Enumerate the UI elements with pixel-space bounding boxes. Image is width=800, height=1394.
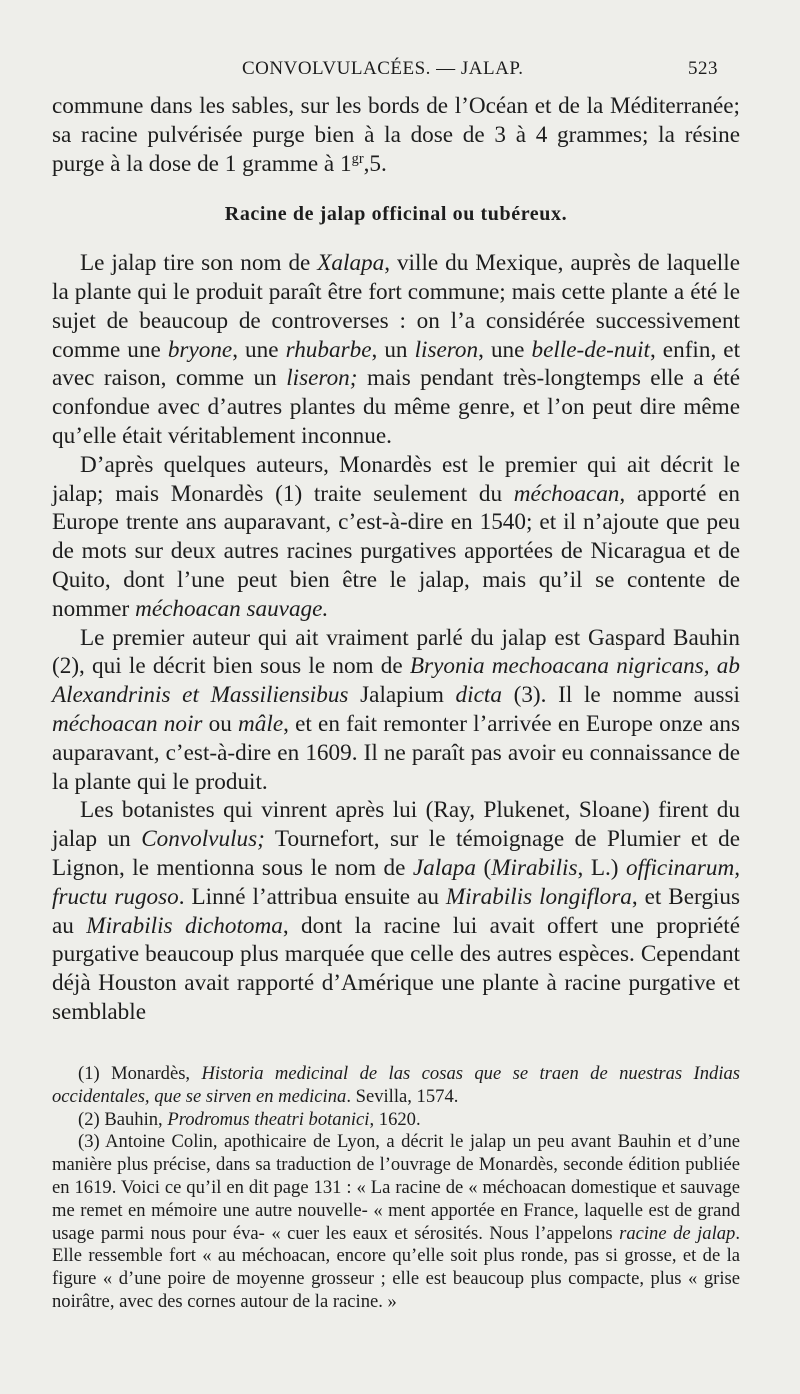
italic-run: Jalapa [412,854,476,881]
italic-run: méchoacan, [513,480,626,507]
text-run: D’après quelques auteurs, Monardès est le premier qui ait décrit le jalap; mais Monardès (1) traite seulement du [52,451,740,507]
italic-run: Mirabilis [491,854,578,881]
italic-run: méchoacan sauvage. [135,595,329,622]
text-run: apporté en Europe trente ans auparavant, c’est-à-dire en 1540; et il n’ajoute que peu de mots sur deux autres racines purgatives apportées de Nicaragua et de Quito, dont l’une peut bien être le jalap, mais qu’il se contente de nommer [52,480,741,622]
text-run: , et en fait remonter l’arrivée en Europe onze ans auparavant, c’est-à-dire en 1609. Il ne paraît pas avoir eu connaissance de la plante qui le produit. [52,710,740,795]
italic-run: racine de jalap [619,1222,736,1244]
text-run: , L.) [577,854,626,881]
footnotes [52,1063,740,1314]
italic-run: rhubarbe [285,336,372,363]
text-run: , une [232,336,286,363]
body-paragraph [52,249,740,451]
footnote [52,1131,740,1313]
footnote [52,1063,740,1109]
italic-run: Historia medicinal de las cosas que se traen de nuestras Indias occidentales, que se sirven en medicina [52,1063,741,1107]
italic-run: mâle [238,710,284,737]
text-run: Jalapium [348,682,456,709]
text-run: (2) Bauhin, [78,1108,168,1130]
italic-run: Prodromus theatri botanici [167,1108,370,1130]
italic-run: Mirabilis dichotoma [86,912,283,939]
italic-run: belle-de-nuit [531,336,650,363]
body-paragraph [52,796,740,1026]
text-run: , et Bergius au [52,883,740,939]
text-run: (3). Il le nomme aussi [501,682,740,709]
text-run: , ville du Mexique, auprès de laquelle la plante qui le produit paraît être fort commune; mais cette plante a été le sujet de beaucoup de controverses : on l’a considérée successivement comme une [52,250,740,363]
italic-run: liseron [414,336,479,363]
page-number: 523 [688,58,718,79]
text-run: . Elle ressemble fort « au méchoacan, encore qu’elle soit plus ronde, pas si grosse, et de la figure « d’une poire de moyenne grosseur ; elle est beaucoup plus compacte, plus « grise noirâtre, avec des cornes autour de la racine. » [52,1222,740,1312]
section-heading: Racine de jalap officinal ou tubéreux. [224,203,568,226]
italic-run: dicta [455,682,502,709]
text-run: Le jalap tire son nom de [80,250,318,277]
body-paragraph [52,624,740,797]
intro-paragraph: commune dans les sables, sur les bords de l’Océan et de la Méditerranée; sa racine pulvérisée purge bien à la dose de 3 à 4 grammes; la résine purge à la dose de 1 gramme à $1^{gr},5$. [52,93,740,177]
text-run: mais pendant très-longtemps elle a été confondue avec d’autres plantes du même genre, et l’on peut dire même qu’elle était véritablement inconnue. [52,365,741,449]
text-run: , une [478,336,532,363]
running-header [0,56,800,86]
text-run: , un [371,336,415,363]
italic-run: bryone [167,336,233,363]
text-run: Tournefort, sur le témoignage de Plumier et de Lignon, le mentionna sous le nom de [52,826,741,881]
italic-run: Convolvulus; [141,826,265,853]
text-run: ( [475,854,492,881]
italic-run: méchoacan noir [52,710,203,737]
paragraphs [52,249,740,1027]
footnote [52,1109,740,1132]
running-title: CONVOLVULACÉES. — JALAP. [242,58,524,79]
italic-run: liseron; [286,365,358,392]
text-run: Le premier auteur qui ait vraiment parlé du jalap est Gaspard Bauhin (2), qui le décrit bien sous le nom de [52,624,740,680]
italic-run: Bryonia mechoacana nigricans, ab Alexandrinis et Massiliensibus [52,653,740,709]
main-text [52,92,740,1027]
text-run: (1) Monardès, [78,1063,202,1084]
italic-run: Xalapa [317,250,385,277]
italic-run: Mirabilis longiflora [445,883,632,910]
text-run: ou [202,710,239,737]
italic-run: officinarum, fructu rugoso [52,854,740,910]
text-run: (3) Antoine Colin, apothicaire de Lyon, a décrit le jalap un peu avant Bauhin et d’une manière plus précise, dans sa traduction de l’ouvrage de Monardès, seconde édition publiée en 1619. Voici ce qu’il en dit page 131 : « La racine de « méchoacan domestique et sauvage me remet en mémoire une autre nouvelle- « ment apportée en France, laquelle est de grand usage parmi nous pour éva- « cuer les eaux et sérosités. Nous l’appelons [52,1131,740,1244]
body-paragraph [52,451,740,624]
text-run: . Sevilla, 1574. [346,1085,459,1107]
text-run: , dont la racine lui avait offert une propriété purgative beaucoup plus marquée que celle des autres espèces. Cependant déjà Houston avait rapporté d’Amérique une plante à racine purgative et semblable [52,912,740,1025]
text-run: Les botanistes qui vinrent après lui (Ray, Plukenet, Sloane) firent du jalap un [52,797,740,853]
text-run: , 1620. [369,1108,421,1130]
text-run: . Linné l’attribua ensuite au [178,883,446,910]
text-run: , enfin, et avec raison, comme un [52,336,741,392]
